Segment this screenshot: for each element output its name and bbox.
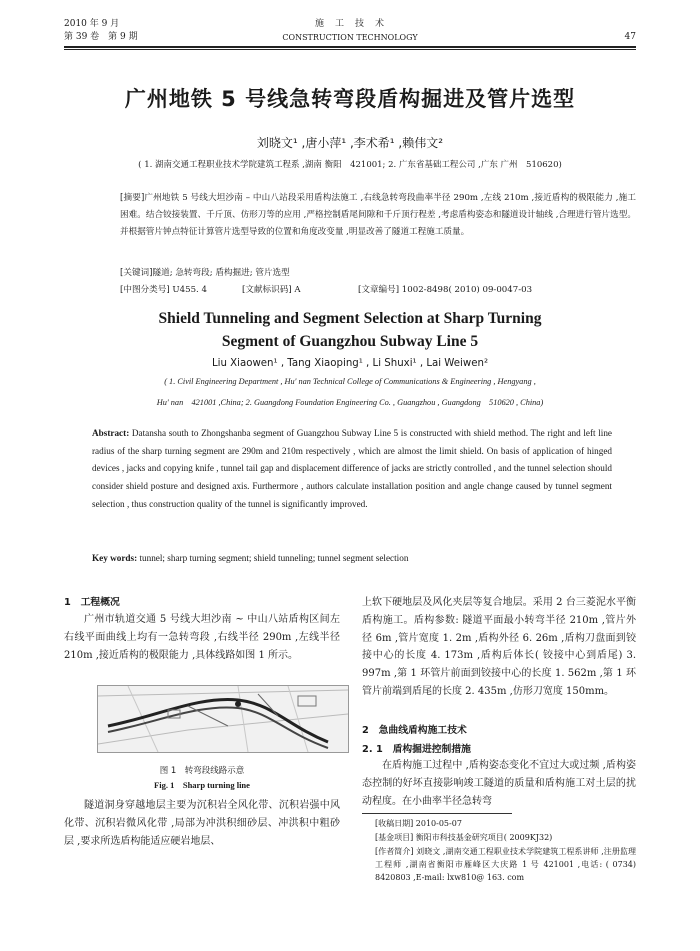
figure1-map [97,685,349,753]
footnote-rule [362,813,512,814]
abstract-cn-text: 广州地铁 5 号线大坦沙南 – 中山八站段采用盾构法施工 ,右线急转弯段曲率半径 290m ,左线 210m ,接近盾构的极限能力 ,施工困难。结合铰接装置、千斤顶、仿形刀等的应用 ,严格控制盾尾间隙和千斤顶行程差 ,考虑盾构姿态和隧道设计轴线 ,合理进行管片选型。并根据管片钟点特征计算管片选型导致的位置和角度改变量 ,明显改善了隧道工程施工质量。 [120,193,636,237]
keywords-en-label: Key words: [92,553,138,563]
abstract-cn [120,190,636,241]
authors-en: Liu Xiaowen¹ , Tang Xiaoping¹ , Li Shuxi¹ , Lai Weiwen² [211,358,489,369]
section1-para2: 隧道洞身穿越地层主要为沉积岩全风化带、沉积岩强中风化带、沉积岩微风化带 ,局部为冲洪积细砂层、冲洪积中粗砂层 ,要求所选盾构能适应硬岩地层、 [64,800,340,847]
footnote-author: [作者简介] 刘晓文 ,湖南交通工程职业技术学院建筑工程系讲师 ,注册监理工程师 ,湖南省衡阳市雁峰区大庆路 1 号 421001 ,电话: ( 0734) 8420803 ,E-mail: lxw810@ 163. com [375,847,636,882]
authors-cn: 刘晓文¹ ,唐小萍¹ ,李术希¹ ,赖伟文² [256,136,444,150]
keywords-cn-text: 隧道; 急转弯段; 盾构掘进; 管片选型 [152,268,290,278]
classification-doc-code: [文献标识码] A [242,285,301,295]
classification-article-no: [文章编号] 1002-8498( 2010) 09-0047-03 [358,285,533,295]
figure1-caption-cn: 图 1 转弯段线路示意 [159,766,245,776]
abstract-en [92,425,612,514]
header-journal-en: CONSTRUCTION TECHNOLOGY [282,33,418,42]
footnote-received: [收稿日期] 2010-05-07 [375,819,462,828]
header-page-number: 47 [624,32,636,42]
abstract-en-label: Abstract: [92,428,130,438]
header-rule-thick [64,46,636,48]
figure1-caption-en: Fig. 1 Sharp turning line [154,780,250,790]
header-date: 2010 年 9 月 [64,19,120,29]
title-cn: 广州地铁 5 号线急转弯段盾构掘进及管片选型 [124,87,576,111]
route-map-graphic [98,686,348,752]
abstract-cn-label: [摘要] [120,193,145,203]
header-journal-cn: 施 工 技 术 [314,19,385,29]
abstract-en-text: Datansha south to Zhongshanba segment of Guangzhou Subway Line 5 is constructed with shield method. The right and left line radius of the sharp turning segment are 290m and 210m respectively , which are almost the limit shield. On basis of application of hinged devices , jacks and copying knife , tunnel tail gap and displacement difference of jacks are strictly controlled , and the tunnel selection should consider shield posture and designed axis. Furthermore , authors calculate installation position and angle change caused by tunnel segment selection , thus construction quality of the tunnel is significantly improved. [92,428,612,509]
section2-heading: 2 急曲线盾构施工技术 [362,725,467,736]
section1-para1: 广州市轨道交通 5 号线大坦沙南 ~ 中山八站盾构区间左右线平面曲线上均有一急转弯段 ,右线半径 290m ,左线半径 210m ,接近盾构的极限能力 ,具体线路如图 1 所示。 [64,614,340,661]
keywords-en [92,550,612,568]
affiliations-en-line2: Hu' nan 421001 ,China; 2. Guangdong Foundation Engineering Co. , Guangzhou , Guangdong 510620 , China) [156,398,544,407]
footnote-fund: [基金项目] 衡阳市科技基金研究项目( 2009KJ32) [375,833,553,842]
affiliations-en-line1: ( 1. Civil Engineering Department , Hu' nan Technical College of Communications & Engineering , Hengyang , [164,377,536,386]
title-en-line2: Segment of Guangzhou Subway Line 5 [221,333,479,350]
classification-clc: [中图分类号] U455. 4 [120,285,207,295]
section21-heading: 2. 1 盾构掘进控制措施 [362,744,471,755]
keywords-cn [120,265,636,282]
title-en-line1: Shield Tunneling and Segment Selection at Sharp Turning [158,310,542,327]
header-volume: 第 39 卷 第 9 期 [64,32,138,42]
right-col-para1: 上软下硬地层及风化夹层等复合地层。采用 2 台三菱泥水平衡盾构施工。盾构参数: 隧道平面最小转弯半径 210m ,管片外径 6m ,管片宽度 1. 2m ,盾构外径 6. 26m ,盾构刀盘面到铰接中心的长度 4. 173m ,盾构后体长( 铰接中心到盾尾) 3. 997m ,第 1 环管片前面到铰接中心的长度 1. 562m ,第 1 环管片前端到盾尾的长度 2. 435m ,仿形刀宽度 150mm。 [362,597,636,697]
keywords-cn-label: [关键词] [120,268,153,278]
affiliations-cn: ( 1. 湖南交通工程职业技术学院建筑工程系 ,湖南 衡阳 421001; 2. 广东省基础工程公司 ,广东 广州 510620) [138,160,562,170]
header-rule-thin [64,49,636,50]
keywords-en-text: tunnel; sharp turning segment; shield tunneling; tunnel segment selection [137,553,409,563]
section1-heading: 1 工程概况 [64,597,120,608]
right-col-para2: 在盾构施工过程中 ,盾构姿态变化不宜过大或过频 ,盾构姿态控制的好坏直接影响竣工隧道的质量和盾构施工对土层的扰动程度。在小曲率半径急转弯 [362,760,636,807]
